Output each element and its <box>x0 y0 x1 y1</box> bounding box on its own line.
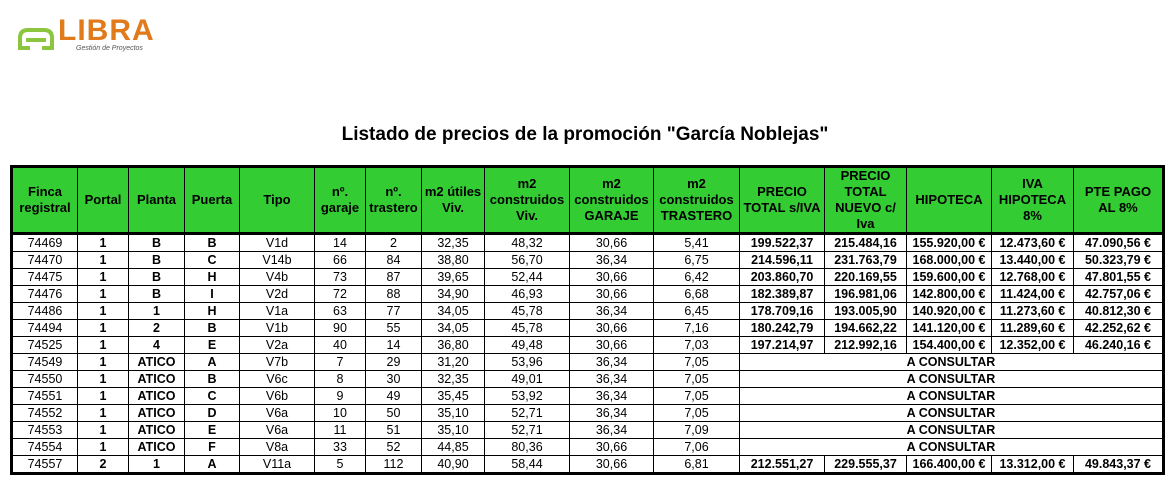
table-cell: B <box>129 234 185 252</box>
table-cell: 30,66 <box>570 320 654 337</box>
column-header: PRECIO TOTAL s/IVA <box>740 167 825 234</box>
table-cell: 44,85 <box>422 439 485 456</box>
table-cell: 49,48 <box>485 337 570 354</box>
table-cell: 47.090,56 € <box>1074 234 1164 252</box>
logo-wordmark: LIBRA <box>58 14 155 47</box>
table-cell: 13.312,00 € <box>992 456 1074 474</box>
table-cell: 212.551,27 <box>740 456 825 474</box>
table-cell: 7,16 <box>654 320 740 337</box>
table-cell: 72 <box>315 286 366 303</box>
table-cell: 30,66 <box>570 439 654 456</box>
table-cell: 4 <box>129 337 185 354</box>
table-cell: 6,75 <box>654 252 740 269</box>
table-cell: 9 <box>315 388 366 405</box>
column-header: m2 útiles Viv. <box>422 167 485 234</box>
table-cell: 1 <box>78 234 129 252</box>
table-cell: 7,05 <box>654 354 740 371</box>
table-cell: D <box>185 405 240 422</box>
table-cell: 38,80 <box>422 252 485 269</box>
table-cell: 30,66 <box>570 234 654 252</box>
table-cell: V14b <box>240 252 315 269</box>
table-cell: 45,78 <box>485 320 570 337</box>
table-cell: 2 <box>78 456 129 474</box>
table-cell: ATICO <box>129 422 185 439</box>
table-cell: 215.484,16 <box>825 234 907 252</box>
table-cell: V1b <box>240 320 315 337</box>
table-cell: C <box>185 388 240 405</box>
table-cell: 212.992,16 <box>825 337 907 354</box>
table-cell: 11.424,00 € <box>992 286 1074 303</box>
column-header: HIPOTECA <box>907 167 992 234</box>
table-cell: 7,06 <box>654 439 740 456</box>
column-header: PTE PAGO AL 8% <box>1074 167 1164 234</box>
table-cell: 55 <box>366 320 422 337</box>
table-cell: 74475 <box>12 269 78 286</box>
table-cell: 30,66 <box>570 286 654 303</box>
table-row <box>12 269 1164 286</box>
table-cell: 49,01 <box>485 371 570 388</box>
table-cell: 12.768,00 € <box>992 269 1074 286</box>
table-cell: 140.920,00 € <box>907 303 992 320</box>
table-cell: 31,20 <box>422 354 485 371</box>
table-cell: 74486 <box>12 303 78 320</box>
price-status-cell: A CONSULTAR <box>740 439 1164 456</box>
table-cell: V6b <box>240 388 315 405</box>
table-row <box>12 456 1164 474</box>
table-cell: B <box>185 234 240 252</box>
table-cell: 74525 <box>12 337 78 354</box>
table-cell: 74470 <box>12 252 78 269</box>
table-cell: E <box>185 337 240 354</box>
table-cell: V2a <box>240 337 315 354</box>
table-cell: V11a <box>240 456 315 474</box>
table-cell: 40.812,30 € <box>1074 303 1164 320</box>
table-cell: 87 <box>366 269 422 286</box>
table-cell: 196.981,06 <box>825 286 907 303</box>
logo-mark-icon <box>18 24 54 50</box>
logo-tagline: Gestión de Proyectos <box>76 45 143 52</box>
column-header: Finca registral <box>12 167 78 234</box>
table-cell: 229.555,37 <box>825 456 907 474</box>
table-cell: 154.400,00 € <box>907 337 992 354</box>
table-cell: ATICO <box>129 388 185 405</box>
table-cell: 66 <box>315 252 366 269</box>
table-cell: H <box>185 303 240 320</box>
table-cell: 14 <box>366 337 422 354</box>
table-cell: 1 <box>78 320 129 337</box>
table-cell: 47.801,55 € <box>1074 269 1164 286</box>
table-cell: 1 <box>78 286 129 303</box>
table-cell: 178.709,16 <box>740 303 825 320</box>
table-cell: 36,34 <box>570 405 654 422</box>
column-header: IVA HIPOTECA 8% <box>992 167 1074 234</box>
table-cell: 52,71 <box>485 405 570 422</box>
libra-logo <box>18 14 158 56</box>
table-cell: F <box>185 439 240 456</box>
table-cell: 13.440,00 € <box>992 252 1074 269</box>
table-cell: 1 <box>78 252 129 269</box>
table-cell: 11.273,60 € <box>992 303 1074 320</box>
table-cell: 74554 <box>12 439 78 456</box>
table-cell: 112 <box>366 456 422 474</box>
table-cell: 7,03 <box>654 337 740 354</box>
price-status-cell: A CONSULTAR <box>740 405 1164 422</box>
table-cell: 14 <box>315 234 366 252</box>
table-cell: A <box>185 456 240 474</box>
table-cell: 29 <box>366 354 422 371</box>
table-cell: 1 <box>78 337 129 354</box>
table-cell: H <box>185 269 240 286</box>
table-cell: 203.860,70 <box>740 269 825 286</box>
table-cell: 7,05 <box>654 388 740 405</box>
table-cell: 56,70 <box>485 252 570 269</box>
table-cell: V8a <box>240 439 315 456</box>
column-header: Tipo <box>240 167 315 234</box>
table-cell: 11.289,60 € <box>992 320 1074 337</box>
table-cell: 84 <box>366 252 422 269</box>
table-row <box>12 388 1164 405</box>
table-cell: 88 <box>366 286 422 303</box>
table-cell: 36,34 <box>570 303 654 320</box>
table-cell: 1 <box>78 422 129 439</box>
table-cell: 1 <box>129 303 185 320</box>
column-header: m2 construidos Viv. <box>485 167 570 234</box>
table-cell: 33 <box>315 439 366 456</box>
table-cell: 49 <box>366 388 422 405</box>
table-cell: 1 <box>129 456 185 474</box>
table-cell: V1d <box>240 234 315 252</box>
table-cell: 46,93 <box>485 286 570 303</box>
table-cell: 30,66 <box>570 337 654 354</box>
table-row <box>12 320 1164 337</box>
table-cell: 34,90 <box>422 286 485 303</box>
table-cell: 74549 <box>12 354 78 371</box>
table-cell: 7,05 <box>654 405 740 422</box>
price-status-cell: A CONSULTAR <box>740 422 1164 439</box>
table-cell: B <box>185 371 240 388</box>
price-list-table <box>10 165 1165 475</box>
table-cell: 74476 <box>12 286 78 303</box>
column-header: nº. garaje <box>315 167 366 234</box>
table-cell: B <box>185 320 240 337</box>
table-cell: 74469 <box>12 234 78 252</box>
table-cell: 74552 <box>12 405 78 422</box>
table-cell: V6c <box>240 371 315 388</box>
table-cell: 11 <box>315 422 366 439</box>
table-cell: 1 <box>78 303 129 320</box>
table-cell: 1 <box>78 439 129 456</box>
table-row <box>12 439 1164 456</box>
table-cell: V7b <box>240 354 315 371</box>
table-cell: 77 <box>366 303 422 320</box>
table-cell: 1 <box>78 405 129 422</box>
table-cell: 52,71 <box>485 422 570 439</box>
column-header: Puerta <box>185 167 240 234</box>
table-cell: B <box>129 286 185 303</box>
table-cell: ATICO <box>129 354 185 371</box>
table-cell: 12.473,60 € <box>992 234 1074 252</box>
table-cell: 180.242,79 <box>740 320 825 337</box>
table-cell: 193.005,90 <box>825 303 907 320</box>
table-row <box>12 252 1164 269</box>
table-cell: ATICO <box>129 439 185 456</box>
table-cell: 53,92 <box>485 388 570 405</box>
table-cell: 42.757,06 € <box>1074 286 1164 303</box>
table-cell: V1a <box>240 303 315 320</box>
table-cell: 166.400,00 € <box>907 456 992 474</box>
table-cell: 6,81 <box>654 456 740 474</box>
table-cell: 35,10 <box>422 405 485 422</box>
table-cell: E <box>185 422 240 439</box>
table-cell: C <box>185 252 240 269</box>
table-cell: 74550 <box>12 371 78 388</box>
table-cell: V4b <box>240 269 315 286</box>
table-cell: 5 <box>315 456 366 474</box>
table-cell: 2 <box>366 234 422 252</box>
table-row <box>12 303 1164 320</box>
table-cell: 199.522,37 <box>740 234 825 252</box>
table-cell: 74551 <box>12 388 78 405</box>
table-cell: 30,66 <box>570 269 654 286</box>
table-cell: 141.120,00 € <box>907 320 992 337</box>
table-cell: 45,78 <box>485 303 570 320</box>
table-cell: V2d <box>240 286 315 303</box>
table-cell: 10 <box>315 405 366 422</box>
table-cell: 168.000,00 € <box>907 252 992 269</box>
table-cell: 74494 <box>12 320 78 337</box>
table-cell: 63 <box>315 303 366 320</box>
table-cell: 155.920,00 € <box>907 234 992 252</box>
table-row <box>12 286 1164 303</box>
table-cell: 48,32 <box>485 234 570 252</box>
table-row <box>12 405 1164 422</box>
table-cell: 50 <box>366 405 422 422</box>
table-header-row <box>12 167 1164 234</box>
table-cell: 6,68 <box>654 286 740 303</box>
table-cell: 35,45 <box>422 388 485 405</box>
document-title: Listado de precios de la promoción "García Noblejas" <box>341 124 829 145</box>
table-cell: 74553 <box>12 422 78 439</box>
price-status-cell: A CONSULTAR <box>740 354 1164 371</box>
table-cell: 80,36 <box>485 439 570 456</box>
table-cell: 220.169,55 <box>825 269 907 286</box>
column-header: PRECIO TOTAL NUEVO c/ Iva <box>825 167 907 234</box>
table-cell: 214.596,11 <box>740 252 825 269</box>
table-cell: 1 <box>78 269 129 286</box>
table-cell: 32,35 <box>422 371 485 388</box>
table-cell: 52 <box>366 439 422 456</box>
table-cell: 52,44 <box>485 269 570 286</box>
table-cell: 159.600,00 € <box>907 269 992 286</box>
table-row <box>12 337 1164 354</box>
table-cell: V6a <box>240 422 315 439</box>
table-cell: 34,05 <box>422 303 485 320</box>
table-cell: 40,90 <box>422 456 485 474</box>
table-cell: 8 <box>315 371 366 388</box>
table-cell: 12.352,00 € <box>992 337 1074 354</box>
table-cell: 182.389,87 <box>740 286 825 303</box>
table-cell: V6a <box>240 405 315 422</box>
table-row <box>12 371 1164 388</box>
column-header: Portal <box>78 167 129 234</box>
column-header: nº. trastero <box>366 167 422 234</box>
table-cell: 36,34 <box>570 354 654 371</box>
table-cell: A <box>185 354 240 371</box>
table-cell: 197.214,97 <box>740 337 825 354</box>
table-cell: 42.252,62 € <box>1074 320 1164 337</box>
table-cell: ATICO <box>129 371 185 388</box>
table-cell: 40 <box>315 337 366 354</box>
table-cell: 142.800,00 € <box>907 286 992 303</box>
table-cell: 1 <box>78 371 129 388</box>
table-cell: 90 <box>315 320 366 337</box>
table-cell: 51 <box>366 422 422 439</box>
price-status-cell: A CONSULTAR <box>740 371 1164 388</box>
table-cell: 34,05 <box>422 320 485 337</box>
table-cell: 32,35 <box>422 234 485 252</box>
table-cell: 7,09 <box>654 422 740 439</box>
table-cell: ATICO <box>129 405 185 422</box>
table-cell: 30 <box>366 371 422 388</box>
table-cell: 49.843,37 € <box>1074 456 1164 474</box>
table-row <box>12 234 1164 252</box>
table-cell: 6,45 <box>654 303 740 320</box>
table-cell: 53,96 <box>485 354 570 371</box>
table-cell: 36,34 <box>570 422 654 439</box>
table-cell: 35,10 <box>422 422 485 439</box>
table-cell: 7 <box>315 354 366 371</box>
table-cell: 74557 <box>12 456 78 474</box>
table-cell: 36,34 <box>570 252 654 269</box>
table-cell: 1 <box>78 354 129 371</box>
table-row <box>12 354 1164 371</box>
table-cell: 58,44 <box>485 456 570 474</box>
table-cell: B <box>129 269 185 286</box>
table-cell: 231.763,79 <box>825 252 907 269</box>
table-cell: 6,42 <box>654 269 740 286</box>
table-row <box>12 422 1164 439</box>
table-cell: B <box>129 252 185 269</box>
table-body <box>12 234 1164 474</box>
column-header: m2 construidos GARAJE <box>570 167 654 234</box>
table-cell: 5,41 <box>654 234 740 252</box>
table-cell: 36,34 <box>570 371 654 388</box>
table-cell: 73 <box>315 269 366 286</box>
table-cell: 36,80 <box>422 337 485 354</box>
table-cell: 30,66 <box>570 456 654 474</box>
table-cell: 39,65 <box>422 269 485 286</box>
table-cell: 194.662,22 <box>825 320 907 337</box>
price-status-cell: A CONSULTAR <box>740 388 1164 405</box>
table-cell: I <box>185 286 240 303</box>
table-cell: 36,34 <box>570 388 654 405</box>
table-cell: 50.323,79 € <box>1074 252 1164 269</box>
table-cell: 46.240,16 € <box>1074 337 1164 354</box>
table-cell: 7,05 <box>654 371 740 388</box>
table-cell: 1 <box>78 388 129 405</box>
column-header: Planta <box>129 167 185 234</box>
table-cell: 2 <box>129 320 185 337</box>
column-header: m2 construidos TRASTERO <box>654 167 740 234</box>
